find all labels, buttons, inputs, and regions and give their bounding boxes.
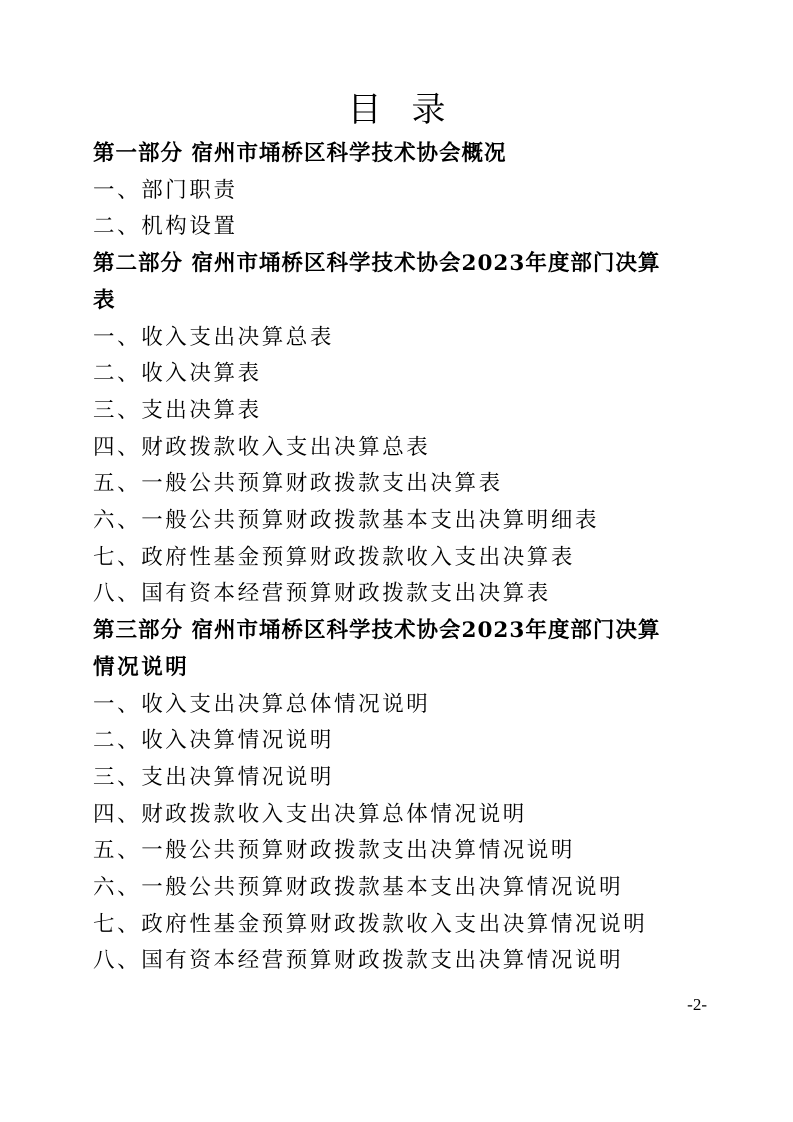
toc-item: 三、支出决算情况说明 bbox=[93, 764, 335, 790]
toc-item: 六、一般公共预算财政拨款基本支出决算情况说明 bbox=[93, 875, 624, 901]
toc-item: 五、一般公共预算财政拨款支出决算情况说明 bbox=[93, 838, 576, 864]
table-of-contents bbox=[93, 136, 713, 980]
page-title: 目录 bbox=[347, 90, 476, 130]
toc-item: 六、一般公共预算财政拨款基本支出决算明细表 bbox=[93, 508, 600, 534]
toc-item: 四、财政拨款收入支出决算总体情况说明 bbox=[93, 801, 527, 827]
toc-item: 一、收入支出决算总体情况说明 bbox=[93, 691, 431, 717]
toc-item: 一、部门职责 bbox=[93, 177, 238, 203]
toc-section-2-heading: 第二部分 宿州市埇桥区科学技术协会2023年度部门决算 bbox=[93, 251, 661, 277]
toc-item: 二、收入决算表 bbox=[93, 361, 262, 387]
toc-item: 八、国有资本经营预算财政拨款支出决算情况说明 bbox=[93, 948, 624, 974]
toc-section-2-heading-continued: 表 bbox=[93, 287, 118, 313]
toc-item: 二、机构设置 bbox=[93, 214, 238, 240]
toc-item: 七、政府性基金预算财政拨款收入支出决算表 bbox=[93, 544, 576, 570]
toc-item: 七、政府性基金预算财政拨款收入支出决算情况说明 bbox=[93, 911, 648, 937]
toc-item: 五、一般公共预算财政拨款支出决算表 bbox=[93, 471, 503, 497]
toc-item: 三、支出决算表 bbox=[93, 397, 262, 423]
toc-section-3-heading: 第三部分 宿州市埇桥区科学技术协会2023年度部门决算 bbox=[93, 618, 661, 644]
toc-section-1-heading: 第一部分 宿州市埇桥区科学技术协会概况 bbox=[93, 141, 507, 166]
toc-item: 二、收入决算情况说明 bbox=[93, 728, 335, 754]
toc-item: 一、收入支出决算总表 bbox=[93, 324, 335, 350]
toc-section-3-heading-continued: 情况说明 bbox=[93, 654, 190, 680]
page-number: -2- bbox=[687, 995, 707, 1014]
toc-item: 八、国有资本经营预算财政拨款支出决算表 bbox=[93, 581, 551, 607]
toc-item: 四、财政拨款收入支出决算总表 bbox=[93, 434, 431, 460]
